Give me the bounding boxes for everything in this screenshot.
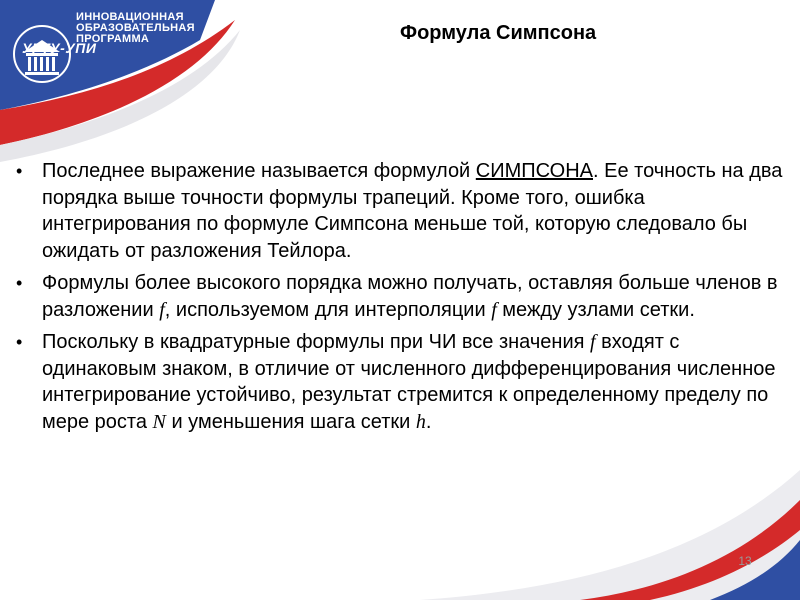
bullet-item: [12, 270, 792, 323]
footer-gray-swoosh: [420, 470, 800, 600]
bullet-text: между узлами сетки.: [496, 298, 695, 321]
logo-line-3: ПРОГРАММА: [76, 33, 150, 45]
bullet-list: [12, 158, 792, 435]
bullet-text: . Ее точность на два порядка выше точности формулы трапеций. Кроме того, ошибка интегрирования по формуле Симпсона меньше той, которую следовало бы ожидать от разложения Тейлора.: [42, 160, 783, 262]
bullet-text: и уменьшения шага сетки: [165, 410, 416, 433]
math-symbol: N: [152, 410, 166, 433]
bullet-icon: •: [16, 161, 23, 181]
logo-line-1: ИННОВАЦИОННАЯ: [76, 11, 184, 23]
math-symbol: f: [491, 298, 497, 321]
slide-body: [12, 158, 792, 441]
university-logo: [8, 4, 208, 104]
math-symbol: f: [590, 331, 596, 353]
bullet-item: [12, 329, 792, 435]
logo-abbreviation: УГТУ-УПИ: [22, 40, 97, 56]
slide-title: Формула Симпсона: [400, 22, 597, 44]
bullet-text: Поскольку в квадратурные формулы при ЧИ все значения: [42, 331, 590, 353]
simpson-link[interactable]: СИМПСОНА: [475, 160, 593, 182]
logo-line-2: ОБРАЗОВАТЕЛЬНАЯ: [76, 22, 195, 34]
bullet-icon: •: [16, 332, 23, 352]
bullet-icon: •: [16, 273, 23, 293]
math-symbol: f: [159, 298, 165, 321]
bullet-text: Последнее выражение называется формулой: [42, 160, 476, 182]
bullet-item: [12, 158, 792, 264]
page-number: 13: [738, 554, 752, 568]
bullet-text: Формулы более высокого порядка можно получать, оставляя больше членов в разложении: [42, 272, 778, 321]
bullet-text: , используемом для интерполяции: [164, 298, 492, 321]
bullet-text: входят с одинаковым знаком, в отличие от численного дифференцирования численное интегрирование устойчиво, результат стремится к определенному пределу по мере роста: [42, 331, 776, 433]
math-symbol: h: [415, 410, 426, 433]
bullet-text: .: [425, 410, 432, 433]
